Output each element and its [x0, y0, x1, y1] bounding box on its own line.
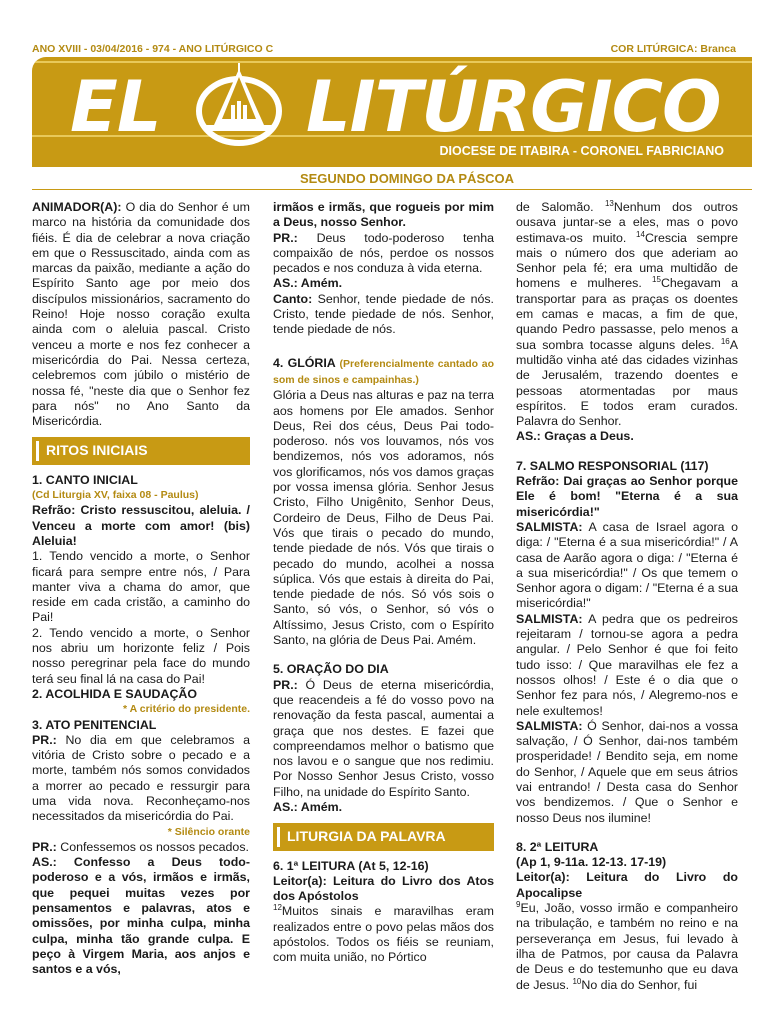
- top-info-bar: [32, 44, 736, 54]
- ato-pr-text: No dia em que celebramos a vitória de Cristo sobre o pecado e a morte, também nós somos convidados a morrer ao pecado e ressurgir para uma vida nova. Reconheçamo-nos necessitados da misericórdia do Pai.: [32, 732, 250, 824]
- logo-part1: EL: [70, 66, 161, 148]
- diocese-name: DIOCESE DE ITABIRA - CORONEL FABRICIANO: [439, 144, 724, 158]
- leitura1-text-start: [273, 904, 494, 965]
- stanza-text: A pedra que os pedreiros rejeitaram / tornou-se agora a pedra angular. / Pelo Senhor é que foi feito tudo isso: / Que maravilhas ele fez a nossos olhos! / Este é o dia que o Senhor fez para nós, / Alegremo-nos e nele exultemos!: [516, 611, 738, 718]
- text-segment: Chegavam a transportar para as praças os doentes em camas e macas, a fim de que, quando Pedro passasse, pelo menos a sua sombra tocasse alguns deles.: [516, 276, 738, 352]
- salmista-stanza-2: [516, 612, 738, 719]
- canto-title: 1. CANTO INICIAL: [32, 472, 138, 487]
- absolution-paragraph: [273, 231, 494, 277]
- stanza-text: A casa de Israel agora o diga: / "Eterna é a sua misericórdia!" / A casa de Aarão agora o diga: / "Eterna é a sua misericórdia!" / Os que temem o Senhor agora o digam: / "Eterna é a sua misericórdia!": [516, 519, 738, 611]
- salmo-title: 7. SALMO RESPONSORIAL (117): [516, 458, 709, 473]
- text-segment: Crescia sempre mais o número dos que aderiam ao Senhor pela fé; era uma multidão de homens e mulheres.: [516, 230, 738, 291]
- section-ritos-iniciais: RITOS INICIAIS: [32, 437, 250, 464]
- column-1: [32, 200, 250, 978]
- silencio-note: * Silêncio orante: [167, 825, 250, 838]
- canto-label: Canto:: [273, 291, 313, 306]
- oracao-title: 5. ORAÇÃO DO DIA: [273, 662, 389, 677]
- kyrie-text: Senhor, tende piedade de nós. Cristo, tende piedade de nós. Senhor, tende piedade de nós.: [273, 291, 494, 337]
- leitura2-text-paragraph: [516, 901, 738, 993]
- oracao-text: Ó Deus de eterna misericórdia, que reacendeis a fé do vosso povo na renovação da festa pascal, aumentai a graça que nos destes. E fazei que compreendamos melhor o batismo que nos lavou e o sangue que nos redimiu. Por Nosso Senhor Jesus Cristo, vosso Filho, na unidade do Espírito Santo.: [273, 677, 494, 799]
- oracao-amem: AS.: Amém.: [273, 799, 343, 814]
- absolution-text: Deus todo-poderoso tenha compaixão de nós, perdoe os nossos pecados e nos conduza à vida eterna.: [273, 230, 494, 276]
- pr-label: PR.:: [273, 677, 298, 692]
- gloria-title: 4. GLÓRIA: [273, 355, 336, 370]
- acolhida-title: 2. ACOLHIDA E SAUDAÇÃO: [32, 686, 197, 701]
- confesso-end: irmãos e irmãs, que rogueis por mim a Deus, nosso Senhor.: [273, 200, 494, 230]
- issue-line: ANO XVIII - 03/04/2016 - 974 - ANO LITÚRGICO C: [32, 43, 274, 55]
- salmista-label: SALMISTA:: [516, 718, 583, 733]
- leitura2-title: 8. 2ª LEITURA: [516, 839, 599, 854]
- as-amem: AS.: Amém.: [273, 276, 343, 291]
- verse-number: 14: [636, 229, 645, 239]
- leitura2-text-2: No dia do Senhor, fui: [581, 977, 698, 992]
- gloria-heading: [273, 356, 494, 389]
- leitura1-continued: [516, 200, 738, 429]
- salmo-refrao: Refrão: Dai graças ao Senhor porque Ele é bom! "Eterna é a sua misericórdia!": [516, 474, 738, 519]
- salmista-stanza-3: [516, 719, 738, 826]
- leitura2-text: Eu, João, vosso irmão e companheiro na tribulação, e também no reino e na perseverança em Jesus, fui levado à ilha de Patmos, por causa da Palavra de Deus e do testemunho que eu dava de Jesus.: [516, 901, 738, 992]
- liturgical-color: COR LITÚRGICA: Branca: [610, 43, 736, 55]
- leitura1-response: AS.: Graças a Deus.: [516, 429, 634, 444]
- verse-number: 16: [720, 336, 730, 346]
- verse-number: 13: [604, 198, 614, 208]
- text-segment: A multidão vinha até das cidades vizinhas de Jerusalém, trazendo doentes e pessoas atormentadas por maus espíritos. E todos eram curados. Palavra do Senhor.: [516, 337, 738, 429]
- animador-text: O dia do Senhor é um marco na história da comunidade dos fiéis. É dia de celebrar a nova criação em que o Ressuscitado, ainda com as marcas da paixão, mediante a ação do Espírito Santo age por meio dos discípulos missionários, sacramento do Reino! Hoje nosso coração exulta ainda com o aleluia pascal. Cristo venceu a morte e nos fez conhecer a misericórdia do Pai. Nessa certeza, celebremos com júbilo o mistério de nossa fé, "neste dia que o Senhor fez para nós" no Ano Santo da Misericórdia.: [32, 200, 250, 429]
- pr-label: PR.:: [273, 230, 298, 245]
- confesso-text: AS.: Confesso a Deus todo-poderoso e a vós, irmãos e irmãs, que pequei muitas vezes por pensamentos e palavras, atos e omissões, por minha culpa, minha culpa, minha tão grande culpa. E peço à Virgem Maria, aos anjos e santos e a vós,: [32, 855, 250, 977]
- ato-pr-paragraph: [32, 733, 250, 825]
- salmista-label: SALMISTA:: [516, 519, 583, 534]
- divider: [32, 189, 752, 190]
- canto-note: (Cd Liturgia XV, faixa 08 - Paulus): [32, 489, 199, 502]
- ato-title: 3. ATO PENITENCIAL: [32, 717, 157, 732]
- text-segment: Nenhum dos outros ousava juntar-se a eles, mas o povo estimava-os muito.: [516, 200, 738, 245]
- section-liturgia-palavra: LITURGIA DA PALAVRA: [273, 823, 494, 850]
- text-segment: de Salomão.: [516, 200, 605, 214]
- masthead-banner: [32, 57, 752, 167]
- leitura1-leitor: Leitor(a): Leitura do Livro dos Atos dos Apóstolos: [273, 873, 494, 904]
- column-2: [273, 200, 494, 966]
- church-emblem-icon: [184, 63, 294, 149]
- verse-number: 15: [652, 275, 661, 285]
- sunday-title: [32, 171, 752, 186]
- logo-part2: LITÚRGICO: [306, 66, 721, 148]
- kyrie-paragraph: [273, 292, 494, 338]
- salmista-stanza-1: [516, 520, 738, 612]
- leitura1-text: Muitos sinais e maravilhas eram realizados entre o povo pelas mãos dos apóstolos. Todos os fiéis se reuniam, com muita união, no Pórtico: [273, 904, 494, 965]
- subtitle-text: SEGUNDO DOMINGO DA PÁSCOA: [299, 171, 514, 186]
- leitura2-leitor: Leitor(a): Leitura do Livro do Apocalipse: [516, 870, 738, 900]
- verse-number: 9: [516, 899, 521, 909]
- verse-number: 10: [572, 976, 582, 986]
- leitura2-ref: (Ap 1, 9-11a. 12-13. 17-19): [516, 855, 667, 870]
- leitura1-title: 6. 1ª LEITURA (At 5, 12-16): [273, 858, 429, 873]
- pr-label: PR.:: [32, 732, 57, 747]
- animador-label: ANIMADOR(A):: [32, 200, 122, 214]
- stanza-text: Ó Senhor, dai-nos a vossa salvação, / Ó Senhor, dai-nos também prosperidade! / Bendito seja, em nome do Senhor, / Aquele que em seus átrios vai entrando! / Desta casa do Senhor vos bendizemos. / Que o Senhor e nosso Deus nos ilumine!: [516, 718, 738, 825]
- acolhida-note: * A critério do presidente.: [123, 703, 250, 716]
- column-3: [516, 200, 738, 993]
- canto-refrao: Refrão: Cristo ressuscitou, aleluia. / Venceu a morte com amor! (bis) Aleluia!: [32, 503, 250, 548]
- canto-verse-2: 2. Tendo vencido a morte, o Senhor nos abriu um horizonte feliz / Pois nosso peregrinar pela face do mundo terá seu final lá na casa do Pai!: [32, 625, 250, 686]
- salmista-label: SALMISTA:: [516, 611, 583, 626]
- verse-number: 12: [273, 903, 282, 913]
- banner-stripe: [32, 61, 752, 63]
- gloria-text: Glória a Deus nas alturas e paz na terra aos homens por Ele amados. Senhor Deus, Rei dos céus, Deus Pai todo-poderoso. nós vos louvamos, nós vos bendizemos, nós vos adoramos, nós vos glorificamos, nós vos damos graças por vossa imensa glória. Senhor Jesus Cristo, Filho Unigênito, Senhor Deus, Cordeiro de Deus, Filho de Deus Pai. Vós que tirais o pecado do mundo, tende piedade de nós. Vós que tirais o pecado do mundo, acolhei a nossa súplica. Vós que estais à direita do Pai, tende piedade de nós. Só vós sois o Santo, só vós, o Senhor, só vós o Altíssimo, Jesus Cristo, com o Espírito Santo, na glória de Deus Pai. Amém.: [273, 388, 494, 648]
- gloria-note: (Preferencialmente cantado ao som de sinos e campainhas.): [273, 357, 494, 386]
- confessemos-text: Confessemos os nossos pecados.: [56, 839, 249, 854]
- canto-verse-1: 1. Tendo vencido a morte, o Senhor ficará para sempre entre nós, / Para manter viva a chama do amor, que reside em cada cristão, a caminho do Pai!: [32, 549, 250, 625]
- confessemos-paragraph: [32, 840, 250, 855]
- oracao-paragraph: [273, 678, 494, 800]
- pr-label: PR.:: [32, 839, 57, 854]
- animador-paragraph: [32, 200, 250, 429]
